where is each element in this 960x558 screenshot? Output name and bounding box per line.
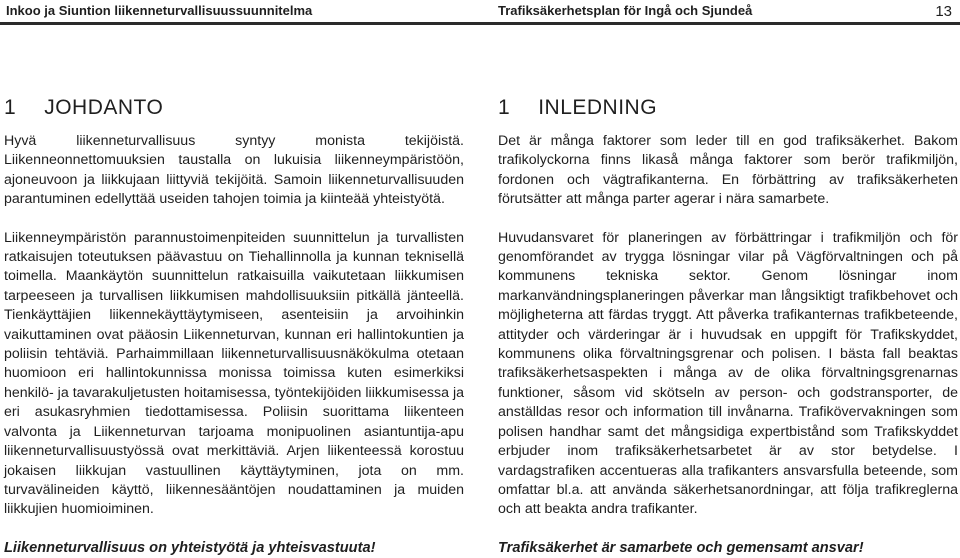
section-number: 1 bbox=[4, 96, 17, 119]
paragraph: Huvudansvaret för planeringen av förbättringar i trafikmiljön och för genomförandet av trygga lösningar vilar på Vägförvaltningen och på kommunens tekniska sektor. Genom lösningar inom markanvändningsplaneringen påverkar man långsiktigt trafikbehovet och möjligheterna att färdas tryggt. Att påverka trafikanternas trafikbeteende, attityder och värderingar är i huvudsak en uppgift för Trafikskyddet, kommunens olika förvaltningsgrenar och polisen. I bästa fall beaktas trafiksäkerhetsaspekten i många av de olika förvaltningsgrenarnas funktioner, såsom vid skötseln av person- och godstransporter, de anställdas resor och information till invånarna. Trafikövervakningen som polisen handhar samt det mångsidiga expertbistånd som Trafikskyddet erbjuder inom trafiksäkerhetsarbetet är av stor betydelse. I vardagstrafiken accentueras alla trafikanters ansvarsfulla beteende, som omfattar bl.a. att använda säkerhetsanordningar, att följa trafikreglerna och att beakta andra trafikanter. bbox=[498, 229, 958, 518]
finnish-column bbox=[4, 96, 464, 558]
header-rule bbox=[0, 22, 960, 25]
swedish-column bbox=[498, 96, 958, 558]
section-title: INLEDNING bbox=[538, 96, 658, 119]
page-header bbox=[0, 0, 960, 26]
section-heading-swedish bbox=[498, 96, 958, 120]
paragraph: Det är många faktorer som leder till en god trafiksäkerhet. Bakom trafikolyckorna finns likaså många faktorer som berör trafikmiljön, fordonen och vägtrafikanterna. En förbättring av trafiksäkerheten förutsätter att många parter agerar i nära samarbete. bbox=[498, 133, 958, 208]
section-title: JOHDANTO bbox=[44, 96, 164, 119]
header-title-finnish: Inkoo ja Siuntion liikenneturvallisuussuunnitelma bbox=[6, 3, 313, 18]
header-title-swedish: Trafiksäkerhetsplan för Ingå och Sjundeå bbox=[498, 3, 753, 18]
paragraph: Hyvä liikenneturvallisuus syntyy monista tekijöistä. Liikenneonnettomuuksien taustalla on lukuisia liikenneympäristöön, ajoneuvoon ja liikkujaan liittyviä tekijöitä. Samoin liikenneturvallisuuden parantuminen edellyttää useiden tahojen toimia ja kiinteää yhteistyötä. bbox=[4, 133, 464, 208]
tagline: Liikenneturvallisuus on yhteistyötä ja yhteisvastuuta! bbox=[4, 539, 376, 556]
paragraph: Liikenneympäristön parannustoimenpiteiden suunnittelun ja turvallisten ratkaisujen toteutuksen päävastuu on Tiehallinnolla ja kunnan teknisellä toimella. Maankäytön suunnittelun ratkaisuilla vaikutetaan liikkumisen tarpeeseen ja turvallisen liikkumisen mahdollisuuksiin pitkällä jänteellä. Tienkäyttäjien liikennekäyttäytymiseen, asenteisiin ja arvoihinkin vaikuttaminen ovat pääosin Liikenneturvan, kunnan eri hallintokuntien ja poliisin tehtäviä. Parhaimmillaan liikenneturvallisuusnäkökulma otetaan huomioon eri hallintokunnissa monissa toimissa kuten esimerkiksi henkilö- ja tavarakuljetusten hoitamisessa, työntekijöiden liikkumisessa ja eri asukasryhmien tiedottamisessa. Poliisin suorittama liikenteen valvonta ja Liikenneturvan tarjoama monipuolinen asiantuntija-apu liikenneturvallisuustyössä ovat merkittäviä. Arjen liikenteessä korostuu jokaisen liikkujan vastuullinen käyttäytyminen, jota on mm. turvavälineiden käyttö, liikennesääntöjen noudattaminen ja muiden liikkujien huomioiminen. bbox=[4, 229, 464, 518]
section-number: 1 bbox=[498, 96, 511, 119]
page-number: 13 bbox=[935, 3, 952, 20]
tagline: Trafiksäkerhet är samarbete och gemensamt ansvar! bbox=[498, 539, 864, 556]
section-heading-finnish bbox=[4, 96, 464, 120]
